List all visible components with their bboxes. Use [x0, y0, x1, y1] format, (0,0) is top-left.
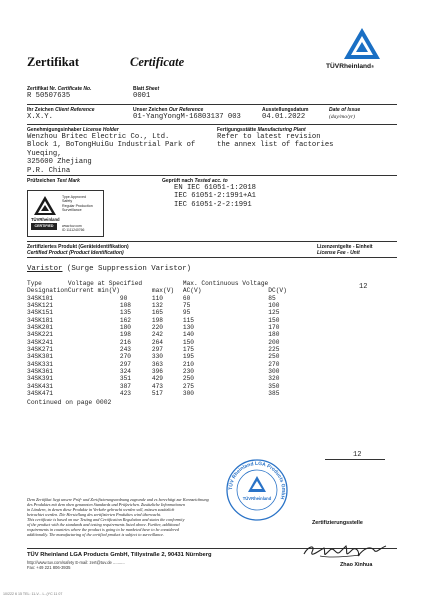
product-label-de: Zertifiziertes Produkt (Geräteidentifikation) — [27, 244, 129, 250]
stamp-ring-text: TÜV Rheinland LGA Products GmbH — [227, 460, 287, 500]
table-row: 34SK101 90 110 60 85 — [27, 294, 276, 302]
fee-label-en: License Fee - Unit — [317, 250, 360, 256]
holder-line: Block 1, BoTongHuiGu Industrial Park of — [27, 141, 196, 150]
table-row: 34SK221 198 242 140 180 — [27, 331, 280, 339]
sheet-label: Blatt Sheet — [133, 86, 160, 92]
form-code: 10/222 6 15 TEL: 11-V... L..(YC 11 07 — [3, 592, 63, 596]
standard-item: IEC 61051-2-2:1991 — [174, 200, 252, 209]
holder-line: Wenzhou Britec Electric Co., Ltd. — [27, 133, 170, 141]
stamp-brand: TÜVRheinland — [242, 496, 272, 501]
holder-address — [27, 133, 195, 175]
tuv-triangle-icon — [32, 195, 58, 217]
mark-description: Type Approved Safety Regular Production Surveillance — [62, 195, 93, 213]
standards-list — [174, 184, 256, 209]
company-address: TÜV Rheinland LGA Products GmbH, Tillystraße 2, 90431 Nürnberg — [27, 552, 212, 558]
table-row: 34SK391 351 429 250 320 — [27, 375, 280, 383]
plant-label: Fertigungsstätte Manufacturing Plant — [217, 127, 306, 133]
company-fax: Fax: +49 221 806-3935 — [27, 565, 71, 570]
continued-note: Continued on page 0002 — [27, 398, 112, 406]
certified-badge: CERTIFIED — [31, 223, 57, 230]
our-ref-label: Unser Zeichen Our Reference — [133, 107, 204, 113]
table-row: 34SK121 108 132 75 100 — [27, 302, 280, 310]
holder-line: Yueqing, — [27, 149, 62, 158]
divider — [27, 124, 397, 125]
date-format: (day/mo/yr) — [329, 114, 355, 120]
table-row: 34SK471 423 517 300 385 — [27, 390, 280, 398]
tuv-brand-name: TÜVRheinland® — [326, 63, 375, 70]
signer-name: Zhao Xinhua — [340, 562, 373, 568]
product-label-en: Certified Product (Product Identification) — [27, 250, 124, 256]
test-mark-label: Prüfzeichen Test Mark — [27, 178, 80, 184]
divider — [27, 257, 397, 258]
holder-label: Genehmigungsinhaber License Holder — [27, 127, 119, 133]
client-ref-value: X.X.Y. — [27, 113, 53, 121]
fee-label-de: Lizenzentgelte - Einheit — [317, 244, 373, 250]
company-web: http://www.tuv.com/safety E-mail: zert@tuv.de .......... — [27, 560, 125, 565]
table-row: 34SK331 297 363 210 270 — [27, 360, 280, 368]
signature — [300, 536, 390, 564]
table-row: 34SK301 270 330 195 250 — [27, 353, 280, 361]
title-german: Zertifikat — [27, 55, 80, 69]
our-ref-value: 01-YangYongM-16803137 003 — [133, 113, 241, 121]
issue-date-label-en: Date of Issue — [329, 107, 361, 113]
holder-line: 325600 Zhejiang — [27, 158, 92, 167]
mark-brand: TÜVRheinland — [31, 217, 60, 222]
legal-text: Dem Zertifikat liegt unsere Prüf- und Zertifizierungsordnung zugrunde und es berechtigt zur Kennzeichnung des Produktes mit dem oben genannten Standards und Prüfzeichen. Zusätzliche Informationen in Ländern, in denen diese Produkte in Verkehr gebracht werden soll, müssen zusätzlich betrachtet werden. Die Herstellung des zertifizierten Produktes wird überwacht. This certificate is based on our Testing and Certification Regulation and states the conformity of the product with the standards and testing requirements listed above. Further, additional requirements in countries where the product is going to be marketed have to be considered additionally. The manufacturing of the certified product is subject to surveillance. — [27, 497, 209, 537]
plant-text — [217, 133, 333, 150]
sheet-value: 0001 — [133, 92, 151, 100]
table-header-row: Type Voltage at Specified Max. Continuous Voltage — [27, 280, 269, 287]
fee-underline — [325, 459, 385, 460]
table-row: 34SK431 387 473 275 350 — [27, 382, 280, 390]
divider — [27, 104, 397, 105]
table-row: 34SK151 135 165 95 125 — [27, 309, 280, 317]
fee-value: 12 — [359, 283, 368, 291]
client-ref-label: Ihr Zeichen Client Reference — [27, 107, 95, 113]
fee-value-bottom: 12 — [353, 451, 362, 459]
cert-no-value: R 50507635 — [27, 92, 71, 100]
tested-label: Geprüft nach Tested acc. to — [162, 178, 228, 184]
table-row: 34SK361 324 396 230 300 — [27, 368, 280, 376]
plant-line: the annex list of factories — [217, 141, 334, 150]
holder-line: P.R. China — [27, 166, 71, 175]
table-header-row: Designation Current min(V) max(V) AC(V) DC(V) — [27, 287, 287, 295]
plant-line: Refer to latest revision — [217, 133, 321, 141]
title-english: Certificate — [130, 55, 185, 69]
varistor-table — [27, 280, 298, 406]
table-row: 34SK241 216 264 150 200 — [27, 338, 280, 346]
table-row: 34SK181 162 198 115 150 — [27, 316, 280, 324]
cert-body-label: Zertifizierungsstelle — [312, 520, 363, 526]
standard-item: EN IEC 61051-1:2018 — [174, 184, 256, 192]
signature-icon — [300, 536, 390, 564]
table-row: 34SK201 180 220 130 170 — [27, 324, 280, 332]
mark-url: www.tuv.com ID 1111240766 — [62, 224, 85, 232]
test-mark-box — [27, 190, 104, 237]
tuv-triangle-icon — [337, 26, 387, 62]
issue-date-label: Ausstellungsdatum — [262, 107, 309, 113]
cert-no-label: Zertifikat Nr. Certificate No. — [27, 86, 92, 92]
tuv-logo — [337, 26, 387, 62]
standard-item: IEC 61051-2:1991+A1 — [174, 192, 256, 201]
product-name: Varistor (Surge Suppression Varistor) — [27, 265, 192, 273]
divider — [27, 175, 397, 176]
table-row: 34SK271 243 297 175 225 — [27, 346, 280, 354]
issue-date-value: 04.01.2022 — [262, 113, 306, 121]
divider — [27, 241, 397, 242]
